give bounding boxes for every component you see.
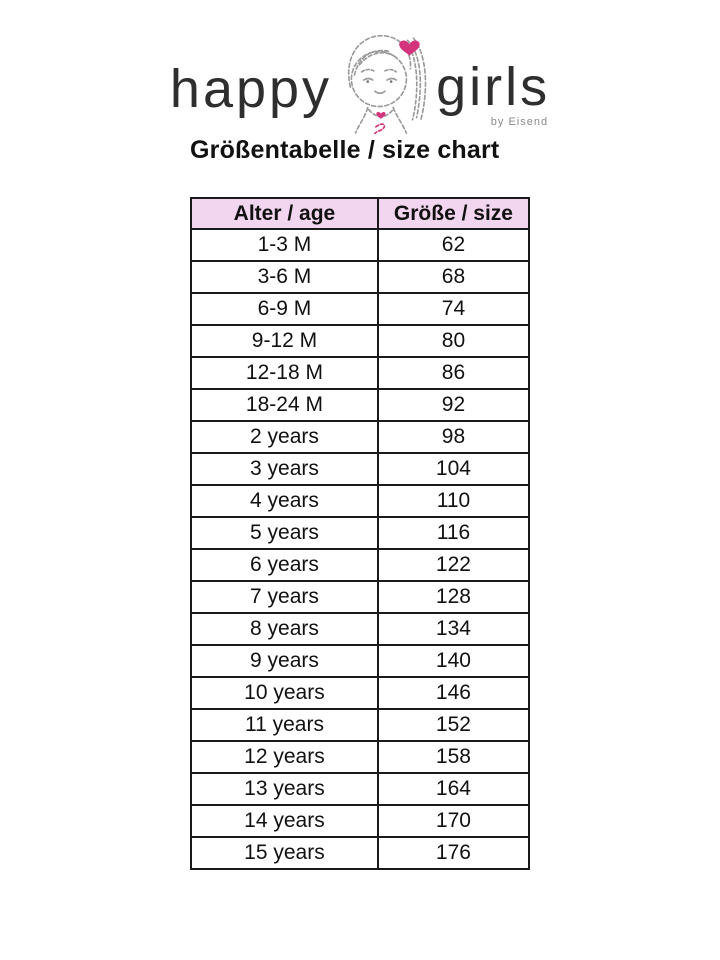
size-cell: 170 [378, 805, 529, 837]
age-cell: 3-6 M [191, 261, 378, 293]
age-cell: 9-12 M [191, 325, 378, 357]
column-header-age: Alter / age [191, 198, 378, 229]
size-cell: 80 [378, 325, 529, 357]
age-cell: 18-24 M [191, 389, 378, 421]
age-cell: 5 years [191, 517, 378, 549]
table-row [191, 261, 529, 293]
size-cell: 146 [378, 677, 529, 709]
table-row [191, 325, 529, 357]
table-row [191, 581, 529, 613]
size-cell: 122 [378, 549, 529, 581]
age-cell: 10 years [191, 677, 378, 709]
size-cell: 158 [378, 741, 529, 773]
age-cell: 14 years [191, 805, 378, 837]
size-cell: 74 [378, 293, 529, 325]
size-cell: 140 [378, 645, 529, 677]
size-cell: 110 [378, 485, 529, 517]
brand-logo [0, 0, 720, 130]
brand-name-right: girls [436, 57, 551, 117]
table-row [191, 805, 529, 837]
age-cell: 6-9 M [191, 293, 378, 325]
size-cell: 176 [378, 837, 529, 869]
age-cell: 1-3 M [191, 229, 378, 261]
brand-byline: by Eisend [490, 116, 549, 128]
page-title: Größentabelle / size chart [190, 136, 500, 164]
table-row [191, 837, 529, 869]
brand-name-left: happy [169, 59, 333, 119]
age-cell: 13 years [191, 773, 378, 805]
table-row [191, 421, 529, 453]
size-cell: 164 [378, 773, 529, 805]
table-row [191, 741, 529, 773]
age-cell: 2 years [191, 421, 378, 453]
age-cell: 6 years [191, 549, 378, 581]
size-cell: 68 [378, 261, 529, 293]
table-row [191, 517, 529, 549]
column-header-size: Größe / size [378, 198, 529, 229]
size-cell: 62 [378, 229, 529, 261]
age-cell: 4 years [191, 485, 378, 517]
table-row [191, 645, 529, 677]
heart-icon [376, 112, 385, 119]
size-cell: 92 [378, 389, 529, 421]
table-header-row [191, 198, 529, 229]
table-row [191, 549, 529, 581]
age-cell: 12-18 M [191, 357, 378, 389]
table-row [191, 229, 529, 261]
size-cell: 98 [378, 421, 529, 453]
age-cell: 8 years [191, 613, 378, 645]
size-cell: 86 [378, 357, 529, 389]
age-cell: 11 years [191, 709, 378, 741]
table-row [191, 677, 529, 709]
age-cell: 15 years [191, 837, 378, 869]
age-cell: 7 years [191, 581, 378, 613]
girl-mascot-icon [328, 22, 440, 134]
size-chart-table [190, 197, 530, 870]
age-cell: 3 years [191, 453, 378, 485]
table-row [191, 709, 529, 741]
size-cell: 116 [378, 517, 529, 549]
brand-name-right-group [436, 57, 551, 128]
size-cell: 134 [378, 613, 529, 645]
age-cell: 12 years [191, 741, 378, 773]
table-row [191, 485, 529, 517]
age-cell: 9 years [191, 645, 378, 677]
table-row [191, 357, 529, 389]
size-cell: 104 [378, 453, 529, 485]
size-cell: 152 [378, 709, 529, 741]
table-row [191, 613, 529, 645]
table-row [191, 293, 529, 325]
size-cell: 128 [378, 581, 529, 613]
table-row [191, 389, 529, 421]
table-row [191, 453, 529, 485]
table-row [191, 773, 529, 805]
